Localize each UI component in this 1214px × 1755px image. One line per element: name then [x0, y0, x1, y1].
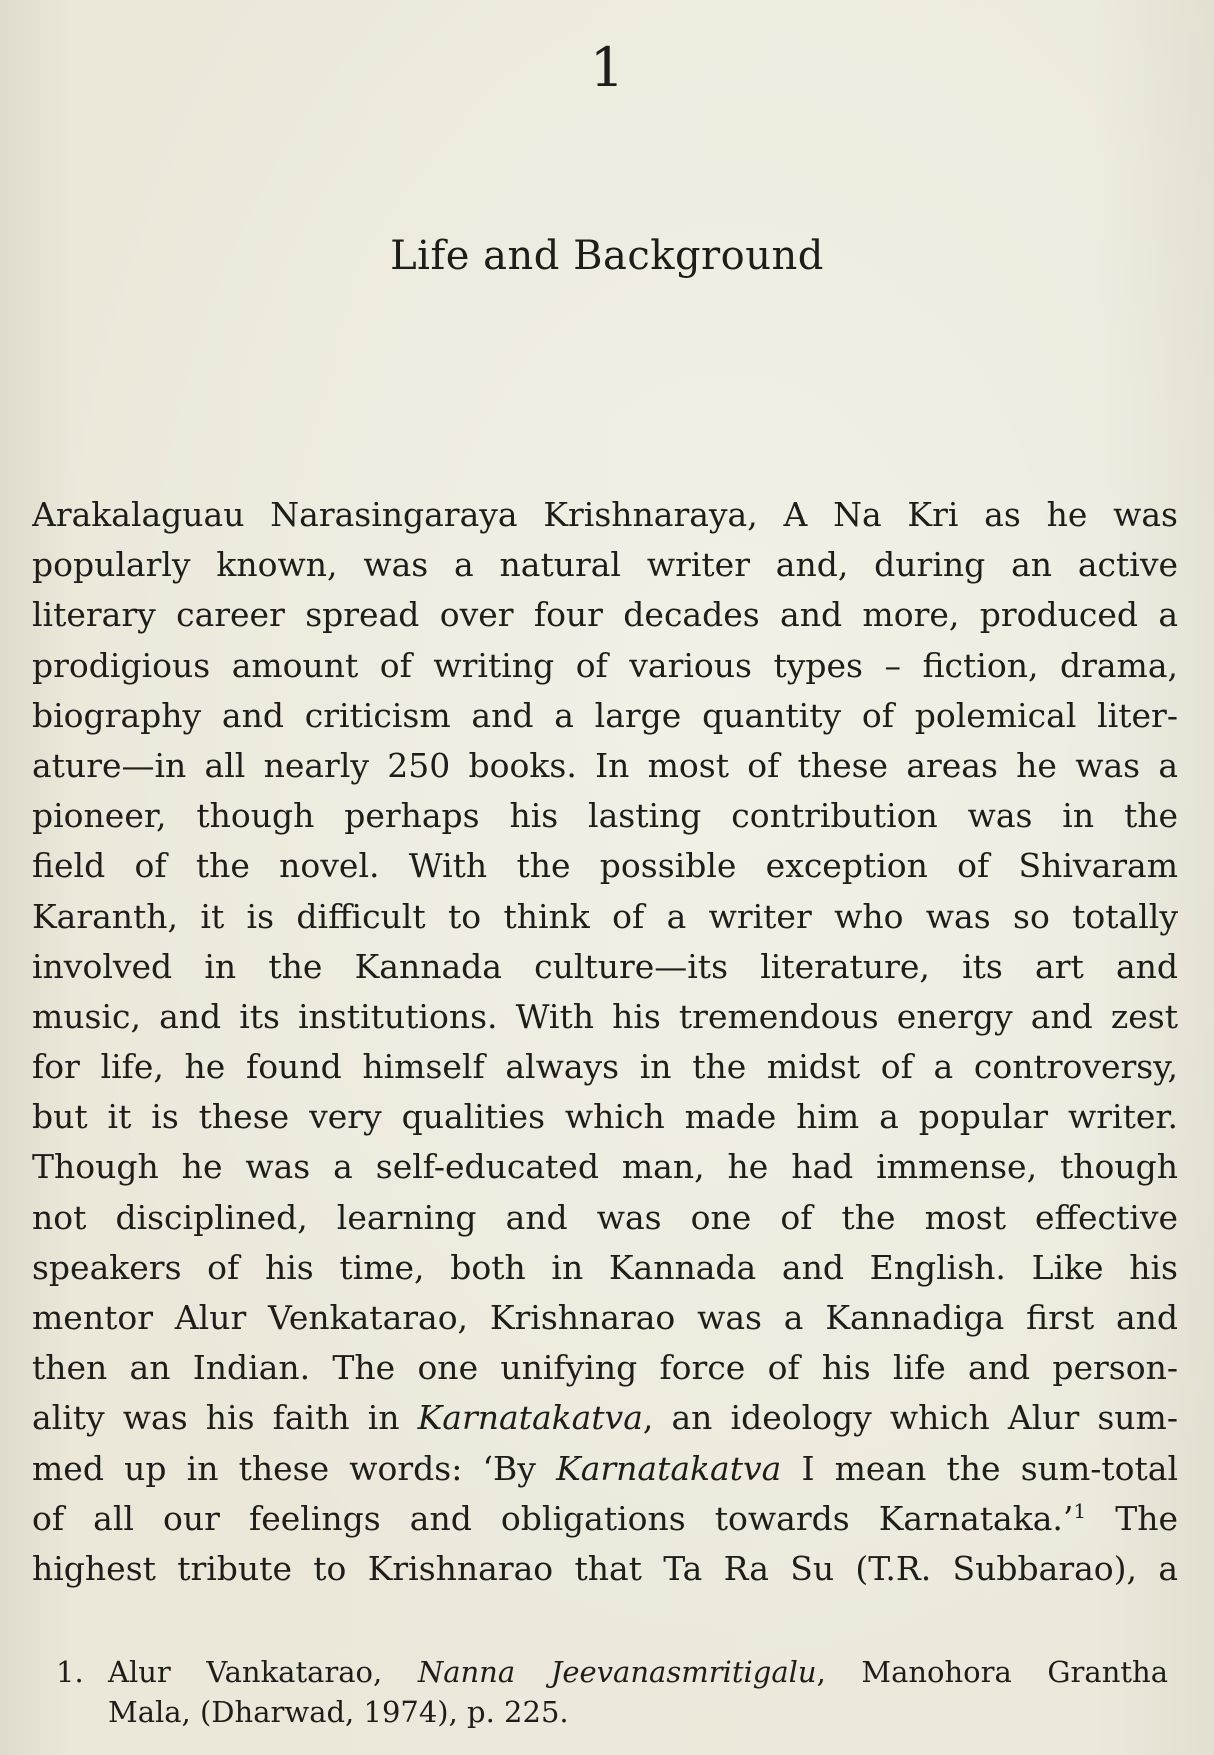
text-segment: med up in these words: ‘By [32, 1448, 557, 1488]
text-line [32, 490, 1178, 540]
text-line [32, 691, 1178, 741]
text-line [32, 1243, 1178, 1293]
text-segment: popularly known, was a natural writer and, during an active [32, 545, 1178, 585]
text-segment: I mean the sum-total [781, 1448, 1178, 1488]
footnote-line: Mala, (Dharwad, 1974), p. 225. [108, 1695, 569, 1729]
text-segment: The [1086, 1498, 1178, 1538]
footnote-line [56, 1652, 1168, 1692]
text-line [32, 1193, 1178, 1243]
text-segment: of all our feelings and obligations towards Karnataka.’ [32, 1498, 1074, 1538]
text-line [32, 590, 1178, 640]
text-line [32, 741, 1178, 791]
text-segment: ality was his faith in [32, 1398, 418, 1438]
footnote-text: , Manohora Grantha [816, 1655, 1168, 1689]
text-segment: ature—in all nearly 250 books. In most of these areas he was a [32, 745, 1178, 785]
italic-term: Karnatakatva [417, 1398, 643, 1438]
text-line [32, 1444, 1178, 1494]
text-segment: Arakalaguau Narasingaraya Krishnaraya, A Na Kri as he was [32, 495, 1178, 534]
text-segment: involved in the Kannada culture—its literature, its art and [32, 946, 1178, 986]
text-line [32, 1343, 1178, 1393]
text-segment: biography and criticism and a large quantity of polemical liter- [32, 695, 1178, 735]
footnote-text: Alur Vankatarao, [108, 1655, 418, 1689]
text-segment: Karanth, it is difficult to think of a writer who was so totally [32, 896, 1178, 936]
text-segment: music, and its institutions. With his tremendous energy and zest [32, 996, 1178, 1036]
italic-term: Karnatakatva [556, 1448, 782, 1488]
footnote-book-title: Nanna Jeevanasmritigalu [417, 1655, 817, 1689]
text-segment: highest tribute to Krishnarao that Ta Ra Su (T.R. Subbarao), a [32, 1548, 1178, 1588]
text-line [32, 942, 1178, 992]
text-line [32, 791, 1178, 841]
footnote-reference[interactable]: 1 [1073, 1498, 1087, 1523]
text-line [32, 540, 1178, 590]
text-segment: not disciplined, learning and was one of the most effective [32, 1197, 1178, 1237]
text-segment: , an ideology which Alur sum- [642, 1398, 1178, 1438]
chapter-title: Life and Background [390, 233, 824, 279]
text-segment: field of the novel. With the possible exception of Shivaram [32, 846, 1178, 886]
text-segment: speakers of his time, both in Kannada and English. Like his [32, 1247, 1178, 1287]
text-line [32, 1092, 1178, 1142]
chapter-number: 1 [589, 36, 625, 99]
text-line [32, 992, 1178, 1042]
text-line [32, 1142, 1178, 1192]
text-segment: prodigious amount of writing of various types – fiction, drama, [32, 645, 1178, 685]
text-line [32, 1494, 1178, 1544]
text-segment: mentor Alur Venkatarao, Krishnarao was a Kannadiga first and [32, 1298, 1178, 1337]
footnote-number: 1. [56, 1655, 84, 1689]
text-line [32, 1393, 1178, 1443]
text-line [32, 1042, 1178, 1092]
text-line [32, 1293, 1178, 1343]
text-segment: literary career spread over four decades and more, produced a [32, 595, 1178, 635]
text-segment: for life, he found himself always in the midst of a controversy, [32, 1047, 1178, 1087]
text-segment: pioneer, though perhaps his lasting contribution was in the [32, 796, 1178, 836]
text-line [32, 892, 1178, 942]
text-segment: but it is these very qualities which made him a popular writer. [32, 1097, 1178, 1137]
text-line [32, 641, 1178, 691]
footnote [56, 1652, 1168, 1732]
text-segment: Though he was a self-educated man, he had immense, though [32, 1147, 1178, 1187]
text-line [32, 1544, 1178, 1594]
text-line [32, 841, 1178, 891]
text-segment: then an Indian. The one unifying force of his life and person- [32, 1348, 1178, 1388]
body-paragraph [32, 490, 1178, 1594]
